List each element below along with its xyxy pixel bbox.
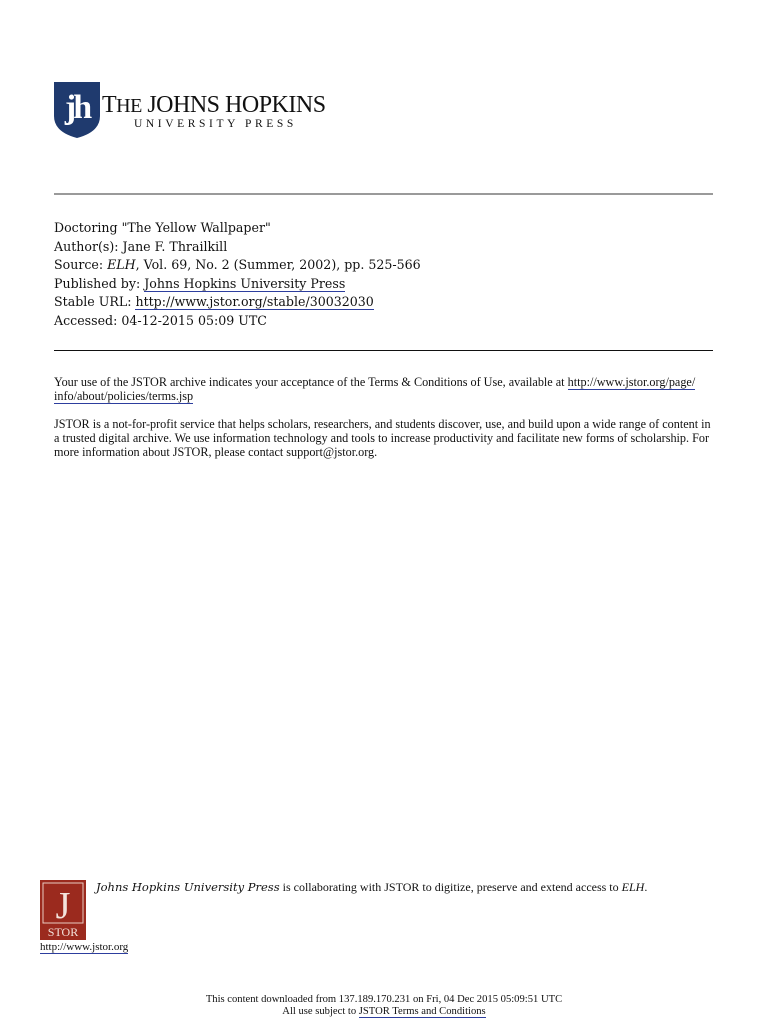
logo-name: THE JOHNS HOPKINS — [102, 92, 326, 118]
terms-link-part1[interactable]: http://www.jstor.org/page/ — [567, 375, 696, 389]
about-paragraph: JSTOR is a not-for-profit service that helps scholars, researchers, and students discover, use, and build upon a wide range of content in a trusted digital archive. We use information technology and tools to increase productivity and facilitate new forms of scholarship. For more information about JSTOR, please contact support@jstor.org. — [54, 417, 711, 459]
logo-subname: UNIVERSITY PRESS — [134, 118, 297, 130]
article-published-by: Published by: Johns Hopkins University Press — [54, 275, 346, 291]
article-accessed: Accessed: 04-12-2015 05:09 UTC — [54, 312, 267, 328]
jstor-logo-icon — [40, 880, 86, 940]
logo-initials: jh — [64, 89, 90, 126]
footer-terms-line: All use subject to JSTOR Terms and Conditions — [282, 1006, 486, 1017]
terms-link-part2[interactable]: info/about/policies/terms.jsp — [54, 389, 194, 403]
article-source: Source: ELH, Vol. 69, No. 2 (Summer, 2002), pp. 525-566 — [54, 257, 421, 272]
divider-top — [54, 193, 713, 195]
footer-download-line: This content downloaded from 137.189.170.231 on Fri, 04 Dec 2015 05:09:51 UTC — [205, 994, 563, 1005]
stable-url-link[interactable]: http://www.jstor.org/stable/30032030 — [135, 294, 374, 309]
terms-paragraph: Your use of the JSTOR archive indicates your acceptance of the Terms & Conditions of Use, available at http://www.jstor.org/page/ info/about/policies/terms.jsp — [54, 375, 696, 403]
publisher-link[interactable]: Johns Hopkins University Press — [144, 275, 346, 291]
jstor-logo-word: STOR — [47, 925, 79, 939]
jstor-home-link[interactable]: http://www.jstor.org — [40, 941, 129, 953]
article-stable-url: Stable URL: http://www.jstor.org/stable/30032030 — [54, 294, 374, 309]
collaboration-note: Johns Hopkins University Press is collaborating with JSTOR to digitize, preserve and extend access to ELH. — [96, 880, 648, 894]
article-authors: Author(s): Jane F. Thrailkill — [54, 238, 228, 254]
article-metadata — [54, 219, 421, 330]
divider-bottom — [54, 350, 713, 351]
jstor-logo-letter: J — [55, 885, 71, 927]
publisher-logo — [54, 82, 326, 142]
download-footer — [0, 994, 768, 1018]
footer-terms-link[interactable]: JSTOR Terms and Conditions — [358, 1006, 486, 1017]
article-title: Doctoring "The Yellow Wallpaper" — [54, 220, 271, 235]
